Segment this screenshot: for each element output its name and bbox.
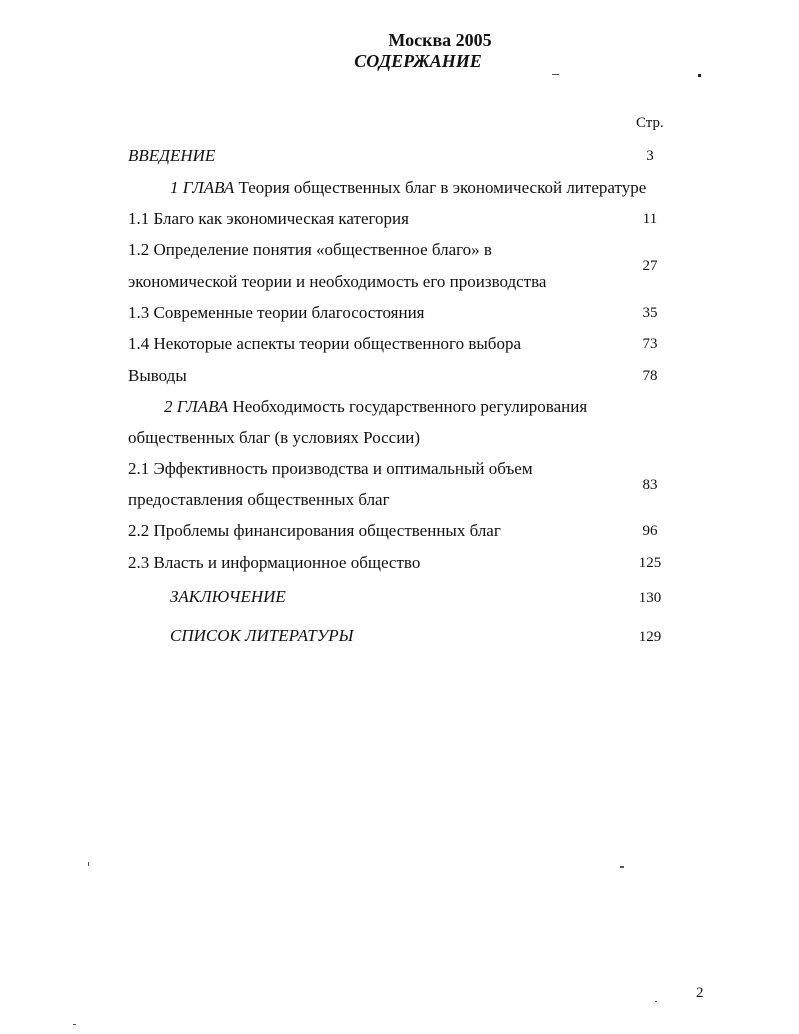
page-number: 2 <box>696 985 704 1001</box>
toc-chapter2-line1: Необходимость государственного регулирования <box>232 397 588 416</box>
toc-chapter1-heading <box>170 178 646 198</box>
toc-bibliography-title: СПИСОК ЛИТЕРАТУРЫ <box>170 626 354 645</box>
toc-s2-2-title: 2.2 Проблемы финансирования общественных благ <box>128 521 501 540</box>
toc-chapter2-heading <box>164 397 587 417</box>
toc-chapter2-label: 2 ГЛАВА <box>164 397 229 416</box>
toc-s2-3-page: 125 <box>638 555 662 571</box>
toc-title: СОДЕРЖАНИЕ <box>354 51 482 71</box>
toc-conclusions-page: 78 <box>642 368 658 384</box>
toc-conclusion-page: 130 <box>638 590 662 606</box>
scan-speck <box>88 862 89 866</box>
toc-s1-2-page: 27 <box>642 258 658 274</box>
scan-speck <box>620 866 624 868</box>
scan-speck <box>552 74 559 75</box>
toc-s2-2-page: 96 <box>642 523 658 539</box>
toc-s1-4-page: 73 <box>642 336 658 352</box>
toc-s2-1-page: 83 <box>642 477 658 493</box>
toc-s1-1-page: 11 <box>642 211 658 227</box>
toc-conclusions-title: Выводы <box>128 366 187 385</box>
scan-speck <box>698 74 701 77</box>
toc-s1-2-line2: экономической теории и необходимость его производства <box>128 272 547 291</box>
toc-s1-4-title: 1.4 Некоторые аспекты теории общественного выбора <box>128 334 522 353</box>
toc-intro-title: ВВЕДЕНИЕ <box>128 146 216 165</box>
toc-s2-3-title: 2.3 Власть и информационное общество <box>128 553 421 572</box>
toc-chapter2-line2: общественных благ (в условиях России) <box>128 428 421 447</box>
scan-speck <box>73 1024 76 1025</box>
toc-conclusion-title: ЗАКЛЮЧЕНИЕ <box>170 587 286 606</box>
toc-s2-1-line2: предоставления общественных благ <box>128 490 390 509</box>
toc-bibliography-page: 129 <box>638 629 662 645</box>
toc-intro-page: 3 <box>646 148 654 164</box>
toc-s1-2-line1: 1.2 Определение понятия «общественное благо» в <box>128 240 492 259</box>
toc-chapter1-title: Теория общественных благ в экономической литературе <box>238 178 647 197</box>
toc-chapter1-label: 1 ГЛАВА <box>170 178 235 197</box>
page-column-label: Стр. <box>636 115 664 131</box>
toc-s1-3-title: 1.3 Современные теории благосостояния <box>128 303 425 322</box>
toc-s1-1-title: 1.1 Благо как экономическая категория <box>128 209 409 228</box>
toc-s2-1-line1: 2.1 Эффективность производства и оптимальный объем <box>128 459 533 478</box>
scan-speck <box>655 1001 657 1002</box>
toc-s1-3-page: 35 <box>642 305 658 321</box>
city-year: Москва 2005 <box>388 30 492 50</box>
